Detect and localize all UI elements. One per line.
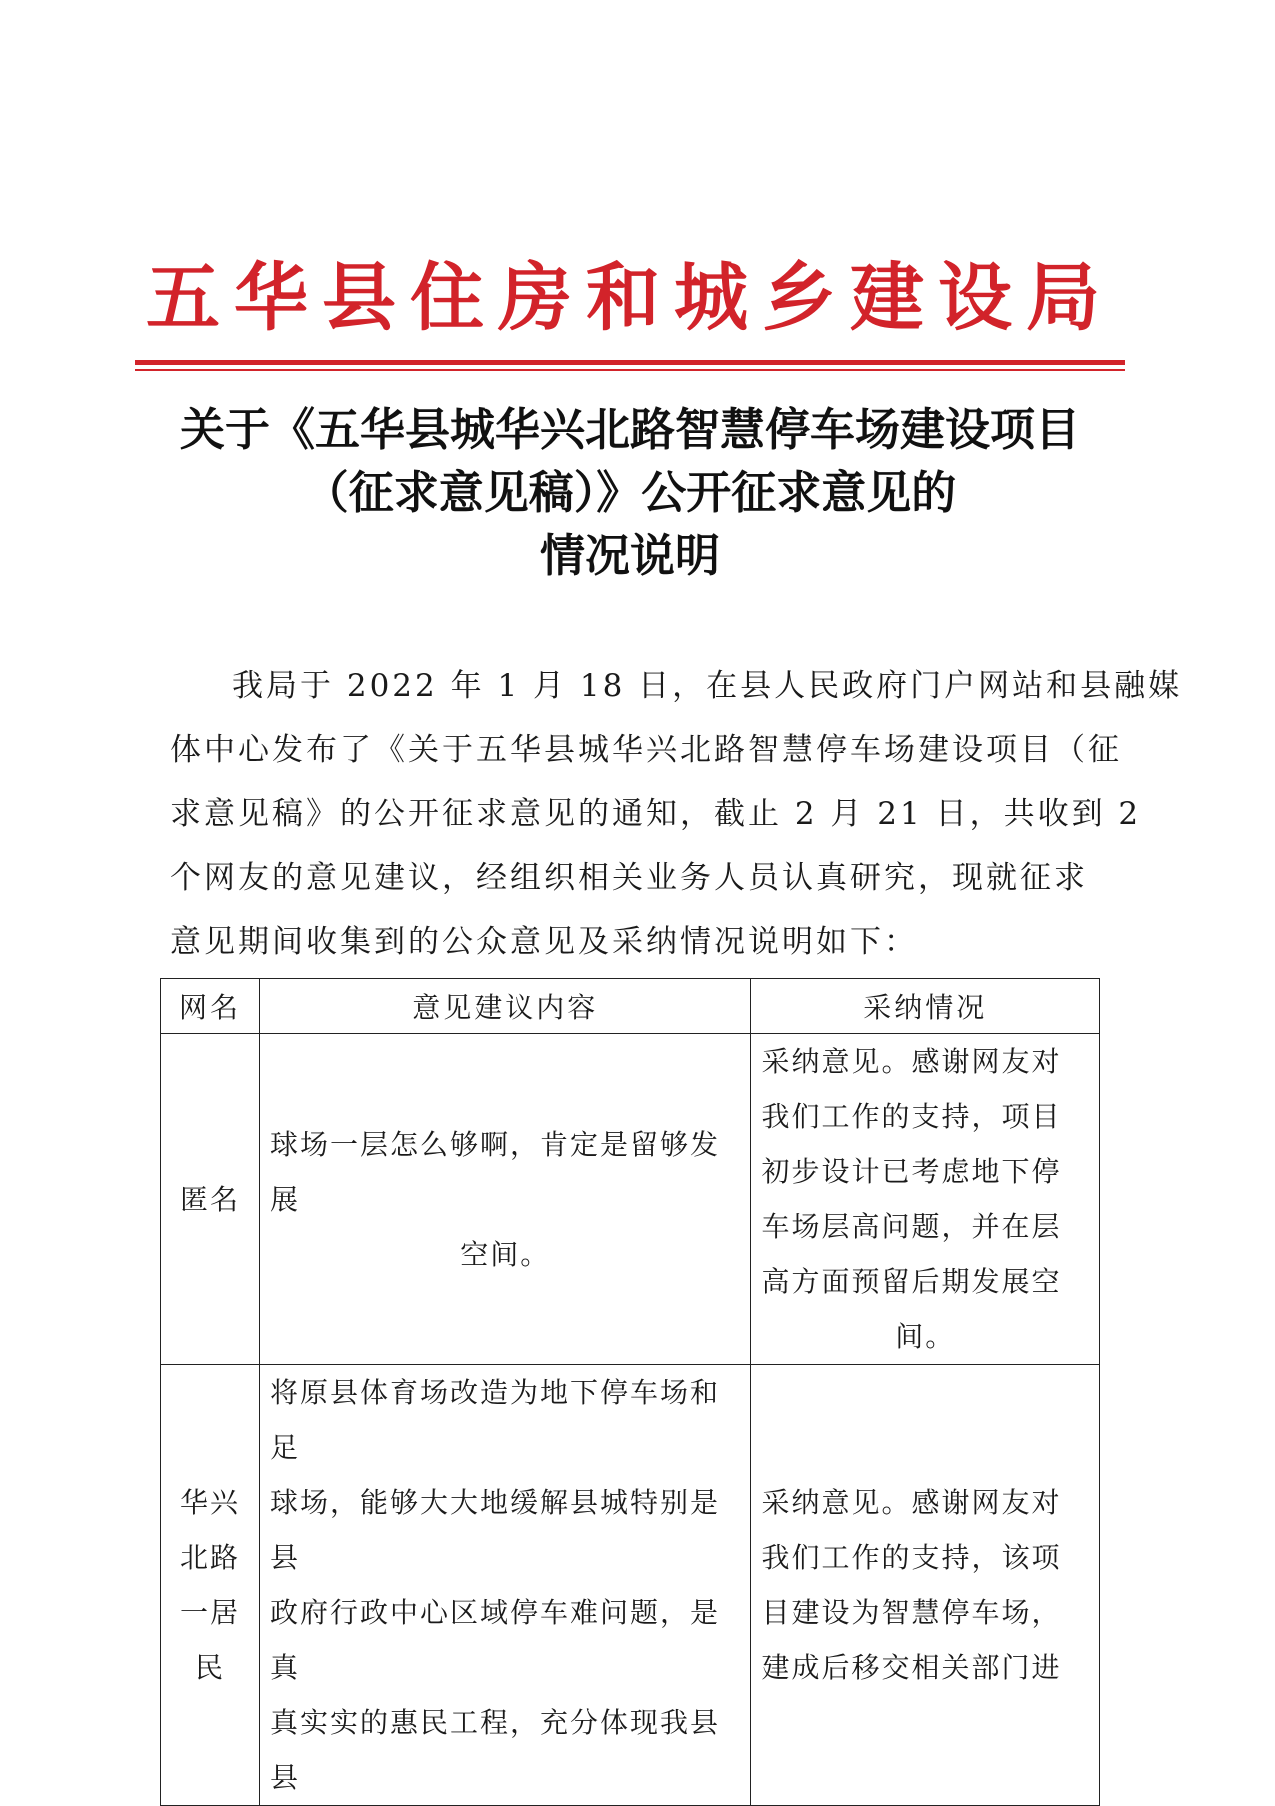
cell-content: [260, 1365, 751, 1806]
status-line: 间。: [895, 1320, 956, 1353]
status-line: 建成后移交相关部门进: [761, 1651, 1062, 1684]
title-line-3: 情况说明: [539, 529, 720, 582]
content-line: 空间。: [460, 1237, 551, 1271]
opinions-table: [160, 978, 1100, 1806]
cell-name-text: 匿名: [180, 1182, 241, 1216]
title-line-2: （征求意见稿）》公开征求意见的: [303, 466, 957, 519]
header-content: 意见建议内容: [260, 979, 751, 1034]
letterhead-rule-thick: [135, 360, 1125, 365]
body-line-2: 体中心发布了《关于五华县城华兴北路智慧停车场建设项目（征: [170, 732, 1122, 768]
body-line-1: 我局于 2022 年 1 月 18 日，在县人民政府门户网站和县融媒: [232, 668, 1183, 704]
body-line-4: 个网友的意见建议，经组织相关业务人员认真研究，现就征求: [170, 860, 1088, 896]
letterhead-rule-thin: [135, 369, 1125, 371]
status-line: 采纳意见。感谢网友对: [761, 1486, 1062, 1519]
document-title: [135, 398, 1125, 587]
table-header-row: [161, 979, 1100, 1034]
status-line: 采纳意见。感谢网友对: [761, 1045, 1062, 1078]
cell-name: [161, 1034, 260, 1365]
status-line: 我们工作的支持，该项: [761, 1541, 1062, 1574]
name-line: 民: [195, 1651, 226, 1684]
name-line: 华兴: [180, 1486, 241, 1519]
status-line: 初步设计已考虑地下停: [761, 1155, 1062, 1188]
status-line: 我们工作的支持，项目: [761, 1100, 1062, 1133]
table-row: [161, 1365, 1100, 1806]
content-line: 政府行政中心区域停车难问题，是真: [270, 1596, 721, 1684]
status-line: 车场层高问题，并在层: [761, 1210, 1062, 1243]
letterhead-org-name: 五华县住房和城乡建设局: [146, 255, 1114, 341]
cell-name: [161, 1365, 260, 1806]
table-row: [161, 1034, 1100, 1365]
status-line: 目建设为智慧停车场，: [761, 1596, 1062, 1629]
body-paragraph: [170, 654, 1183, 974]
body-line-5: 意见期间收集到的公众意见及采纳情况说明如下：: [170, 924, 918, 960]
status-line: 高方面预留后期发展空: [761, 1265, 1062, 1298]
cell-status: [751, 1365, 1100, 1806]
name-line: 一居: [180, 1596, 241, 1629]
body-line-3: 求意见稿》的公开征求意见的通知，截止 2 月 21 日，共收到 2: [170, 796, 1142, 832]
cell-status: [751, 1034, 1100, 1365]
content-line: 真实实的惠民工程，充分体现我县县: [270, 1706, 721, 1794]
header-status: 采纳情况: [751, 979, 1100, 1034]
header-name: 网名: [161, 979, 260, 1034]
content-line: 将原县体育场改造为地下停车场和足: [270, 1376, 721, 1464]
name-line: 北路: [180, 1541, 241, 1574]
content-line: 球场，能够大大地缓解县城特别是县: [270, 1486, 721, 1574]
title-line-1: 关于《五华县城华兴北路智慧停车场建设项目: [179, 403, 1080, 456]
cell-content: [260, 1034, 751, 1365]
content-line: 球场一层怎么够啊，肯定是留够发展: [270, 1127, 721, 1216]
